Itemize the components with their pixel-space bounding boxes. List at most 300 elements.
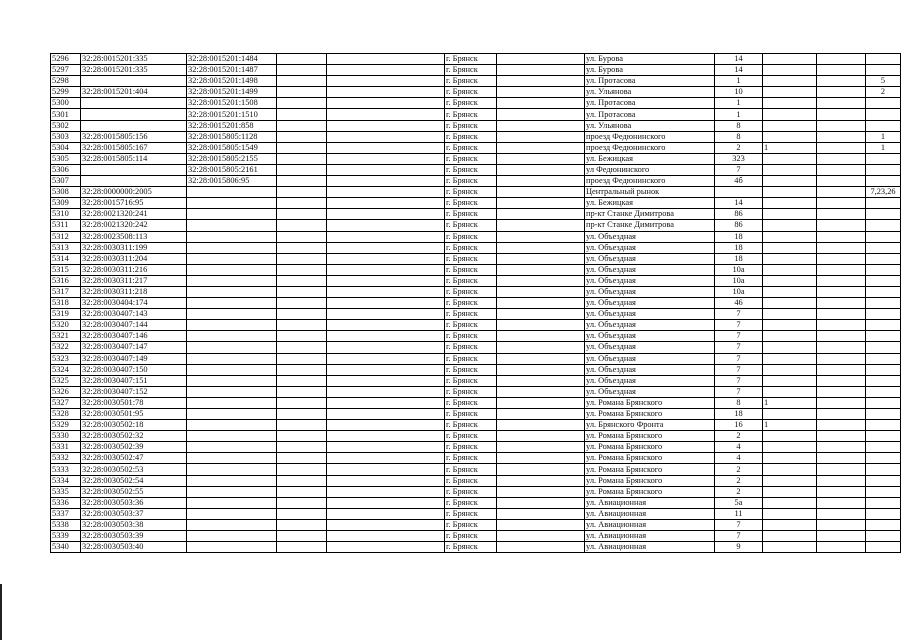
col-4-cell: [277, 76, 327, 87]
col-7-cell: [497, 542, 585, 553]
table-row: [51, 542, 901, 553]
cadastral-building-cell: [187, 331, 277, 342]
table-row: [51, 353, 901, 364]
col-4-cell: [277, 375, 327, 386]
cadastral-parcel-cell: 32:28:0015716:95: [81, 198, 187, 209]
city-cell: г. Брянск: [445, 420, 497, 431]
table-row: [51, 65, 901, 76]
row-number-cell: 5300: [51, 98, 81, 109]
col-4-cell: [277, 420, 327, 431]
col-12-cell: [866, 442, 901, 453]
cadastral-building-cell: [187, 409, 277, 420]
col-7-cell: [497, 153, 585, 164]
cadastral-parcel-cell: [81, 109, 187, 120]
col-12-cell: [866, 231, 901, 242]
row-number-cell: 5301: [51, 109, 81, 120]
city-cell: г. Брянск: [445, 176, 497, 187]
street-cell: пр-кт Станке Димитрова: [585, 209, 715, 220]
table-row: [51, 320, 901, 331]
col-7-cell: [497, 442, 585, 453]
house-number-cell: 2: [715, 486, 763, 497]
table-row: [51, 87, 901, 98]
col-4-cell: [277, 386, 327, 397]
city-cell: г. Брянск: [445, 508, 497, 519]
table-row: [51, 164, 901, 175]
col-5-cell: [327, 431, 445, 442]
col-4-cell: [277, 531, 327, 542]
cadastral-parcel-cell: [81, 164, 187, 175]
house-number-cell: 7: [715, 164, 763, 175]
col-12-cell: [866, 397, 901, 408]
col-7-cell: [497, 98, 585, 109]
cadastral-parcel-cell: [81, 98, 187, 109]
col-12-cell: 2: [866, 87, 901, 98]
col-11-cell: [817, 286, 866, 297]
street-cell: ул. Объездная: [585, 364, 715, 375]
col-5-cell: [327, 397, 445, 408]
col-4-cell: [277, 109, 327, 120]
table-row: [51, 198, 901, 209]
row-number-cell: 5336: [51, 497, 81, 508]
col-5-cell: [327, 375, 445, 386]
col-12-cell: [866, 109, 901, 120]
row-number-cell: 5329: [51, 420, 81, 431]
col-5-cell: [327, 153, 445, 164]
row-number-cell: 5318: [51, 298, 81, 309]
row-number-cell: 5321: [51, 331, 81, 342]
house-number-cell: 10а: [715, 275, 763, 286]
col-10-cell: [763, 220, 817, 231]
table-row: [51, 109, 901, 120]
house-number-cell: 10а: [715, 286, 763, 297]
house-number-cell: 10: [715, 87, 763, 98]
col-4-cell: [277, 309, 327, 320]
row-number-cell: 5317: [51, 286, 81, 297]
cadastral-parcel-cell: 32:28:0030311:204: [81, 253, 187, 264]
col-12-cell: [866, 65, 901, 76]
col-11-cell: [817, 420, 866, 431]
col-12-cell: [866, 220, 901, 231]
col-11-cell: [817, 386, 866, 397]
registry-table: [50, 53, 901, 553]
street-cell: ул. Объездная: [585, 242, 715, 253]
col-11-cell: [817, 164, 866, 175]
col-10-cell: [763, 275, 817, 286]
street-cell: ул. Романа Брянского: [585, 453, 715, 464]
cadastral-building-cell: 32:28:0015201:1510: [187, 109, 277, 120]
col-10-cell: [763, 264, 817, 275]
house-number-cell: 11: [715, 508, 763, 519]
house-number-cell: 1: [715, 76, 763, 87]
cadastral-building-cell: [187, 508, 277, 519]
row-number-cell: 5337: [51, 508, 81, 519]
street-cell: ул. Авиационная: [585, 542, 715, 553]
col-7-cell: [497, 109, 585, 120]
col-7-cell: [497, 386, 585, 397]
row-number-cell: 5313: [51, 242, 81, 253]
house-number-cell: [715, 187, 763, 198]
house-number-cell: 7: [715, 342, 763, 353]
city-cell: г. Брянск: [445, 475, 497, 486]
street-cell: ул. Объездная: [585, 264, 715, 275]
cadastral-parcel-cell: 32:28:0030503:40: [81, 542, 187, 553]
row-number-cell: 5334: [51, 475, 81, 486]
row-number-cell: 5303: [51, 131, 81, 142]
city-cell: г. Брянск: [445, 331, 497, 342]
col-5-cell: [327, 342, 445, 353]
house-number-cell: 18: [715, 231, 763, 242]
col-11-cell: [817, 508, 866, 519]
col-10-cell: [763, 331, 817, 342]
city-cell: г. Брянск: [445, 386, 497, 397]
house-number-cell: 5а: [715, 497, 763, 508]
row-number-cell: 5325: [51, 375, 81, 386]
col-7-cell: [497, 364, 585, 375]
col-5-cell: [327, 198, 445, 209]
city-cell: г. Брянск: [445, 209, 497, 220]
cadastral-building-cell: [187, 242, 277, 253]
city-cell: г. Брянск: [445, 242, 497, 253]
col-5-cell: [327, 209, 445, 220]
col-12-cell: [866, 209, 901, 220]
col-4-cell: [277, 431, 327, 442]
col-7-cell: [497, 76, 585, 87]
col-7-cell: [497, 375, 585, 386]
house-number-cell: 2: [715, 475, 763, 486]
col-4-cell: [277, 231, 327, 242]
row-number-cell: 5332: [51, 453, 81, 464]
city-cell: г. Брянск: [445, 497, 497, 508]
table-row: [51, 508, 901, 519]
city-cell: г. Брянск: [445, 320, 497, 331]
cadastral-building-cell: [187, 353, 277, 364]
col-7-cell: [497, 353, 585, 364]
col-7-cell: [497, 87, 585, 98]
house-number-cell: 7: [715, 531, 763, 542]
street-cell: ул. Протасова: [585, 98, 715, 109]
table-row: [51, 486, 901, 497]
col-7-cell: [497, 242, 585, 253]
row-number-cell: 5312: [51, 231, 81, 242]
col-4-cell: [277, 409, 327, 420]
street-cell: проезд Федюнинского: [585, 131, 715, 142]
col-11-cell: [817, 320, 866, 331]
col-12-cell: [866, 431, 901, 442]
house-number-cell: 46: [715, 298, 763, 309]
cadastral-building-cell: [187, 453, 277, 464]
city-cell: г. Брянск: [445, 364, 497, 375]
house-number-cell: 1: [715, 98, 763, 109]
table-row: [51, 364, 901, 375]
street-cell: ул. Бурова: [585, 54, 715, 65]
col-11-cell: [817, 397, 866, 408]
house-number-cell: 10а: [715, 264, 763, 275]
city-cell: г. Брянск: [445, 464, 497, 475]
cadastral-parcel-cell: 32:28:0015201:335: [81, 65, 187, 76]
col-4-cell: [277, 187, 327, 198]
row-number-cell: 5309: [51, 198, 81, 209]
col-4-cell: [277, 142, 327, 153]
city-cell: г. Брянск: [445, 76, 497, 87]
col-7-cell: [497, 220, 585, 231]
col-5-cell: [327, 298, 445, 309]
city-cell: г. Брянск: [445, 275, 497, 286]
col-7-cell: [497, 187, 585, 198]
col-11-cell: [817, 231, 866, 242]
col-12-cell: [866, 54, 901, 65]
col-5-cell: [327, 531, 445, 542]
cadastral-parcel-cell: 32:28:0015201:404: [81, 87, 187, 98]
col-4-cell: [277, 176, 327, 187]
city-cell: г. Брянск: [445, 531, 497, 542]
street-cell: ул. Романа Брянского: [585, 431, 715, 442]
col-10-cell: [763, 153, 817, 164]
col-12-cell: [866, 364, 901, 375]
row-number-cell: 5319: [51, 309, 81, 320]
table-row: [51, 386, 901, 397]
col-4-cell: [277, 475, 327, 486]
house-number-cell: 7: [715, 519, 763, 530]
street-cell: ул. Авиационная: [585, 497, 715, 508]
col-7-cell: [497, 286, 585, 297]
city-cell: г. Брянск: [445, 231, 497, 242]
table-row: [51, 231, 901, 242]
col-7-cell: [497, 264, 585, 275]
cadastral-parcel-cell: 32:28:0030502:54: [81, 475, 187, 486]
table-row: [51, 131, 901, 142]
row-number-cell: 5305: [51, 153, 81, 164]
cadastral-parcel-cell: 32:28:0030407:143: [81, 309, 187, 320]
col-12-cell: [866, 453, 901, 464]
cadastral-building-cell: [187, 264, 277, 275]
col-10-cell: [763, 131, 817, 142]
city-cell: г. Брянск: [445, 264, 497, 275]
col-10-cell: [763, 176, 817, 187]
col-7-cell: [497, 475, 585, 486]
col-7-cell: [497, 342, 585, 353]
col-10-cell: [763, 76, 817, 87]
col-11-cell: [817, 153, 866, 164]
house-number-cell: 1: [715, 109, 763, 120]
col-7-cell: [497, 431, 585, 442]
street-cell: ул. Романа Брянского: [585, 442, 715, 453]
house-number-cell: 8: [715, 131, 763, 142]
house-number-cell: 4б: [715, 176, 763, 187]
city-cell: г. Брянск: [445, 153, 497, 164]
scan-edge-mark: [0, 584, 2, 640]
cadastral-building-cell: [187, 275, 277, 286]
cadastral-building-cell: [187, 253, 277, 264]
street-cell: ул. Объездная: [585, 331, 715, 342]
col-10-cell: [763, 120, 817, 131]
col-10-cell: [763, 542, 817, 553]
col-4-cell: [277, 209, 327, 220]
house-number-cell: 7: [715, 331, 763, 342]
street-cell: ул. Объездная: [585, 286, 715, 297]
col-5-cell: [327, 486, 445, 497]
col-4-cell: [277, 286, 327, 297]
col-12-cell: [866, 164, 901, 175]
col-5-cell: [327, 231, 445, 242]
col-11-cell: [817, 98, 866, 109]
row-number-cell: 5335: [51, 486, 81, 497]
col-5-cell: [327, 453, 445, 464]
cadastral-parcel-cell: 32:28:0021320:242: [81, 220, 187, 231]
col-11-cell: [817, 131, 866, 142]
cadastral-parcel-cell: 32:28:0030311:216: [81, 264, 187, 275]
street-cell: ул. Объездная: [585, 386, 715, 397]
col-11-cell: [817, 54, 866, 65]
row-number-cell: 5306: [51, 164, 81, 175]
table-row: [51, 153, 901, 164]
col-4-cell: [277, 164, 327, 175]
row-number-cell: 5299: [51, 87, 81, 98]
col-5-cell: [327, 275, 445, 286]
col-10-cell: [763, 209, 817, 220]
cadastral-parcel-cell: 32:28:0030503:39: [81, 531, 187, 542]
col-10-cell: [763, 464, 817, 475]
house-number-cell: 7: [715, 353, 763, 364]
col-11-cell: [817, 453, 866, 464]
cadastral-building-cell: [187, 442, 277, 453]
city-cell: г. Брянск: [445, 131, 497, 142]
house-number-cell: 14: [715, 54, 763, 65]
cadastral-parcel-cell: 32:28:0030311:199: [81, 242, 187, 253]
col-11-cell: [817, 76, 866, 87]
col-10-cell: [763, 364, 817, 375]
col-5-cell: [327, 497, 445, 508]
cadastral-parcel-cell: 32:28:0030407:147: [81, 342, 187, 353]
col-10-cell: [763, 253, 817, 264]
row-number-cell: 5327: [51, 397, 81, 408]
city-cell: г. Брянск: [445, 431, 497, 442]
col-5-cell: [327, 508, 445, 519]
row-number-cell: 5339: [51, 531, 81, 542]
cadastral-parcel-cell: 32:28:0030407:149: [81, 353, 187, 364]
cadastral-building-cell: 32:28:0015201:1508: [187, 98, 277, 109]
col-5-cell: [327, 54, 445, 65]
col-5-cell: [327, 242, 445, 253]
col-4-cell: [277, 453, 327, 464]
table-row: [51, 54, 901, 65]
table-row: [51, 342, 901, 353]
col-4-cell: [277, 508, 327, 519]
col-11-cell: [817, 409, 866, 420]
col-12-cell: [866, 198, 901, 209]
street-cell: проезд Федюнинского: [585, 142, 715, 153]
col-10-cell: [763, 353, 817, 364]
col-11-cell: [817, 65, 866, 76]
street-cell: ул. Объездная: [585, 231, 715, 242]
house-number-cell: 18: [715, 253, 763, 264]
col-11-cell: [817, 464, 866, 475]
col-10-cell: [763, 486, 817, 497]
city-cell: г. Брянск: [445, 486, 497, 497]
cadastral-building-cell: 32:28:0015201:1484: [187, 54, 277, 65]
col-5-cell: [327, 253, 445, 264]
cadastral-building-cell: [187, 198, 277, 209]
col-4-cell: [277, 220, 327, 231]
cadastral-building-cell: [187, 320, 277, 331]
col-11-cell: [817, 176, 866, 187]
col-7-cell: [497, 486, 585, 497]
col-5-cell: [327, 475, 445, 486]
city-cell: г. Брянск: [445, 409, 497, 420]
cadastral-building-cell: [187, 209, 277, 220]
col-12-cell: [866, 309, 901, 320]
cadastral-parcel-cell: [81, 120, 187, 131]
table-row: [51, 397, 901, 408]
city-cell: г. Брянск: [445, 298, 497, 309]
col-11-cell: [817, 342, 866, 353]
house-number-cell: 2: [715, 142, 763, 153]
col-5-cell: [327, 176, 445, 187]
cadastral-building-cell: [187, 364, 277, 375]
col-5-cell: [327, 542, 445, 553]
street-cell: ул. Объездная: [585, 342, 715, 353]
col-10-cell: [763, 386, 817, 397]
col-11-cell: [817, 475, 866, 486]
table-row: [51, 431, 901, 442]
cadastral-building-cell: 32:28:0015806:95: [187, 176, 277, 187]
registry-table-body: [51, 54, 901, 553]
row-number-cell: 5308: [51, 187, 81, 198]
row-number-cell: 5314: [51, 253, 81, 264]
street-cell: ул. Романа Брянского: [585, 464, 715, 475]
col-7-cell: [497, 65, 585, 76]
street-cell: ул. Ульянова: [585, 87, 715, 98]
col-10-cell: [763, 164, 817, 175]
row-number-cell: 5338: [51, 519, 81, 530]
col-10-cell: [763, 65, 817, 76]
col-11-cell: [817, 242, 866, 253]
col-4-cell: [277, 198, 327, 209]
cadastral-parcel-cell: 32:28:0030407:146: [81, 331, 187, 342]
street-cell: ул. Романа Брянского: [585, 409, 715, 420]
street-cell: ул. Романа Брянского: [585, 486, 715, 497]
col-10-cell: [763, 231, 817, 242]
col-7-cell: [497, 309, 585, 320]
street-cell: ул. Объездная: [585, 298, 715, 309]
col-12-cell: [866, 497, 901, 508]
col-12-cell: [866, 98, 901, 109]
cadastral-building-cell: [187, 486, 277, 497]
col-11-cell: [817, 331, 866, 342]
col-4-cell: [277, 364, 327, 375]
col-12-cell: [866, 531, 901, 542]
row-number-cell: 5298: [51, 76, 81, 87]
col-5-cell: [327, 353, 445, 364]
street-cell: ул. Объездная: [585, 253, 715, 264]
city-cell: г. Брянск: [445, 142, 497, 153]
city-cell: г. Брянск: [445, 342, 497, 353]
city-cell: г. Брянск: [445, 54, 497, 65]
cadastral-parcel-cell: 32:28:0030502:18: [81, 420, 187, 431]
row-number-cell: 5297: [51, 65, 81, 76]
col-4-cell: [277, 331, 327, 342]
col-7-cell: [497, 209, 585, 220]
col-5-cell: [327, 309, 445, 320]
city-cell: г. Брянск: [445, 542, 497, 553]
col-11-cell: [817, 298, 866, 309]
city-cell: г. Брянск: [445, 87, 497, 98]
col-7-cell: [497, 453, 585, 464]
col-4-cell: [277, 298, 327, 309]
city-cell: г. Брянск: [445, 198, 497, 209]
cadastral-parcel-cell: 32:28:0023508:113: [81, 231, 187, 242]
street-cell: ул. Объездная: [585, 309, 715, 320]
house-number-cell: 18: [715, 409, 763, 420]
